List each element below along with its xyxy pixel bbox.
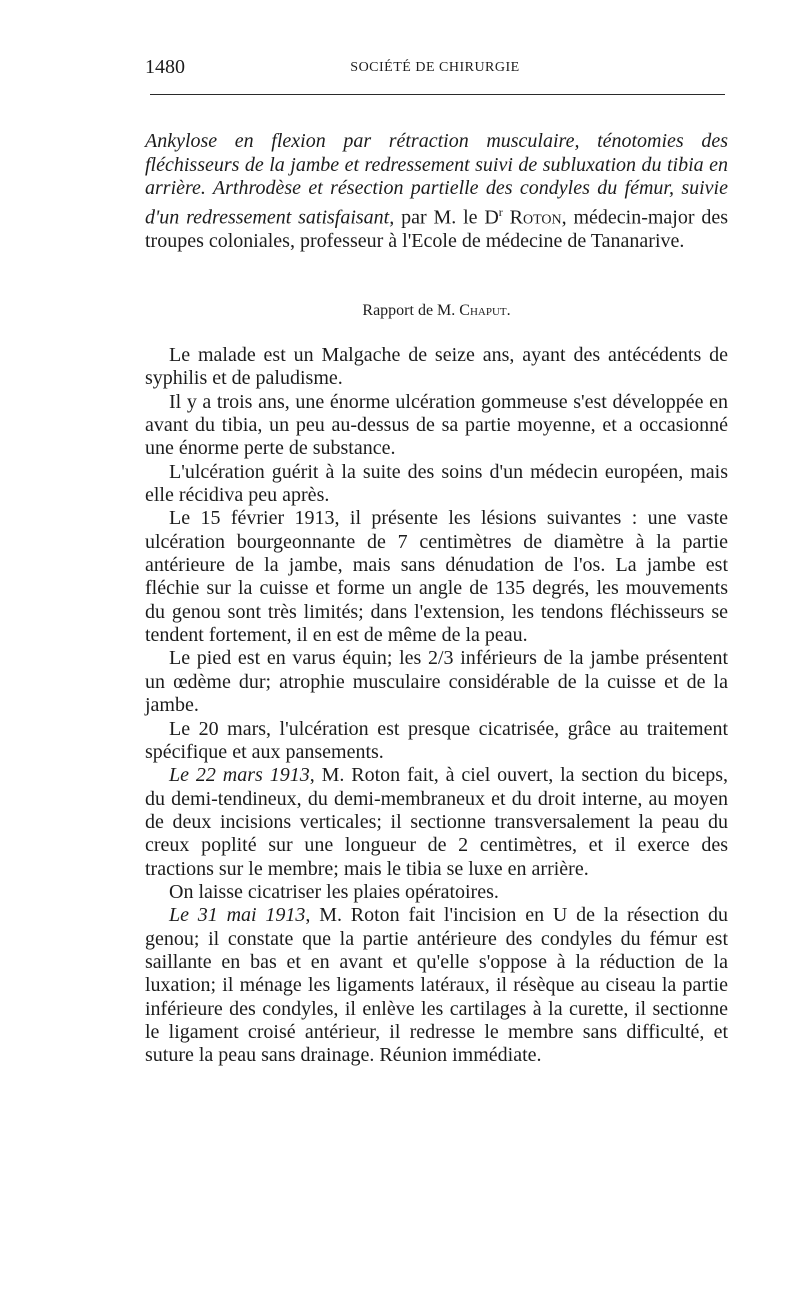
paragraph: Le malade est un Malgache de seize ans, ayant des antécédents de syphilis et de paludisme. bbox=[145, 344, 728, 390]
title-superscript: r bbox=[498, 204, 503, 219]
running-head: SOCIÉTÉ DE CHIRURGIE bbox=[350, 60, 520, 75]
article-title bbox=[145, 130, 728, 253]
paragraph: Le pied est en varus équin; les 2/3 inférieurs de la jambe présentent un œdème dur; atrophie musculaire considérable de la cuisse et de la jambe. bbox=[145, 647, 728, 717]
report-name: Chaput. bbox=[459, 302, 511, 319]
paragraph: On laisse cicatriser les plaies opératoires. bbox=[169, 880, 499, 903]
title-italic: Ankylose en flexion par rétraction musculaire, ténotomies des fléchisseurs de la jambe et redressement suivi de subluxation du tibia en arrière. Arthrodèse et résection partielle des condyles du fémur, suivie d'un redressement satisfaisant, bbox=[145, 130, 728, 229]
page-number: 1480 bbox=[145, 56, 185, 78]
report-prefix: Rapport de M. bbox=[362, 302, 460, 319]
paragraph: Il y a trois ans, une énorme ulcération gommeuse s'est développée en avant du tibia, un peu au-dessus de sa partie moyenne, et a occasionné une énorme perte de substance. bbox=[145, 390, 728, 460]
page-header bbox=[145, 56, 725, 84]
paragraph: L'ulcération guérit à la suite des soins d'un médecin européen, mais elle récidiva peu après. bbox=[145, 460, 728, 507]
body-text bbox=[145, 344, 728, 1068]
paragraph: Le 31 mai 1913, M. Roton fait l'incision en U de la résection du genou; il constate que la partie antérieure des condyles du fémur est saillante en bas et en avant et qu'elle s'oppose à la réduction de la luxation; il ménage les ligaments latéraux, il résèque au ciseau la partie inférieure des condyles, il enlève les cartilages à la curette, il sectionne le ligament croisé antérieur, il redresse le membre sans difficulté, et suture la peau sans drainage. Réunion immédiate. bbox=[145, 904, 728, 1067]
title-rest: , médecin-major des troupes coloniales, professeur à l'Ecole de médecine de Tananarive. bbox=[145, 206, 728, 252]
paragraph: Le 22 mars 1913, M. Roton fait, à ciel ouvert, la section du biceps, du demi-tendineux, du demi-membraneux et du droit interne, au moyen de deux incisions verticales; il sectionne transversalement la peau du creux poplité sur une longueur de 2 centimètres, et il exerce des tractions sur le membre; mais le tibia se luxe en arrière. bbox=[145, 764, 728, 880]
title-by: par M. le D bbox=[394, 206, 499, 229]
title-author: Roton bbox=[502, 206, 562, 229]
paragraph: Le 15 février 1913, il présente les lésions suivantes : une vaste ulcération bourgeonnante de 7 centimètres de diamètre à la partie antérieure de la jambe, mais sans dénudation de l'os. La jambe est fléchie sur la cuisse et forme un angle de 135 degrés, les mouvements du genou sont très limités; dans l'extension, les tendons fléchisseurs se tendent fortement, il en est de même de la peau. bbox=[145, 507, 728, 647]
report-heading bbox=[145, 302, 728, 320]
header-rule bbox=[150, 94, 725, 95]
paragraph: Le 20 mars, l'ulcération est presque cicatrisée, grâce au traitement spécifique et aux pansements. bbox=[145, 717, 728, 763]
